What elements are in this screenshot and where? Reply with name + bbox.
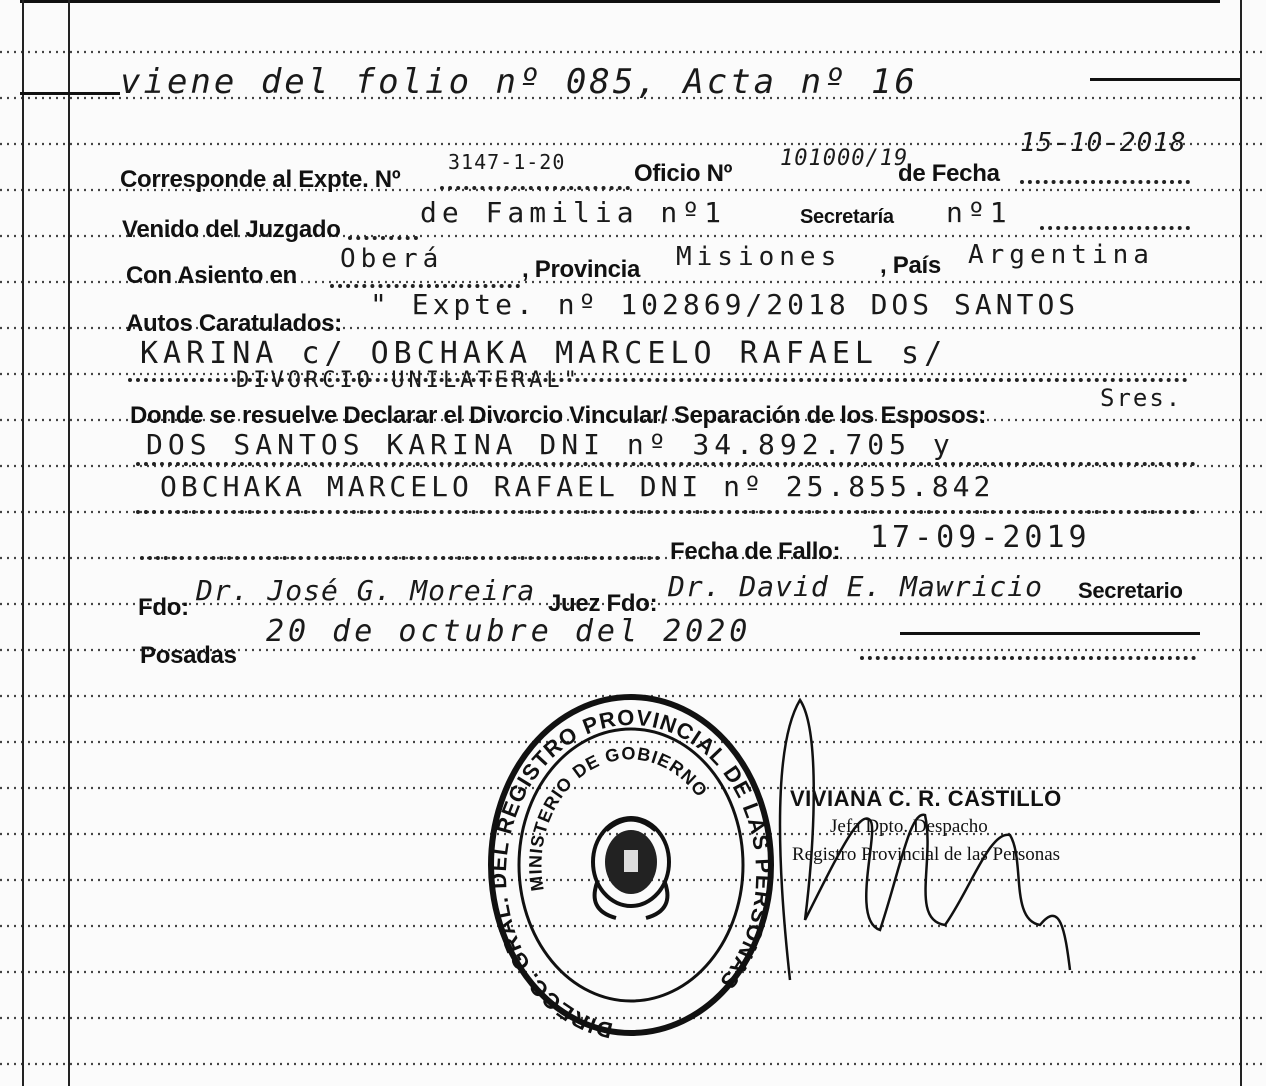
coat-of-arms-icon (593, 818, 669, 918)
asiento-label: Con Asiento en (126, 262, 297, 289)
signatory-role: Jefa Dpto. Despacho (830, 816, 988, 837)
stamp-inner-text: MINISTERIO DE GOBIERNO (525, 743, 712, 893)
juzgado-value: de Familia nº1 (420, 196, 727, 229)
header-underline-right (1090, 78, 1240, 81)
stamp-outer-text: DIRECC. GRAL. DEL REGISTRO PROVINCIAL DE LAS PERSONAS (486, 704, 776, 1040)
fdo-label: Fdo: (138, 594, 189, 621)
fecha-value: 15-10-2018 (1020, 128, 1187, 158)
autos-dotted-2 (128, 378, 1188, 382)
posadas-value: 20 de octubre del 2020 (266, 614, 752, 649)
juzgado-dotted (348, 236, 418, 240)
fdo-juez-value: Dr. José G. Moreira (196, 574, 536, 607)
signatory-organization: Registro Provincial de las Personas (792, 844, 1061, 865)
secretario-label: Secretario (1078, 578, 1183, 603)
oficio-value: 101000/19 (780, 146, 909, 171)
header-handwritten-note: viene del folio nº 085, Acta nº 16 (120, 62, 918, 102)
right-margin-line (1240, 0, 1242, 1086)
inner-margin-line (68, 0, 70, 1086)
fdo-secretario-value: Dr. David E. Mawricio (668, 570, 1044, 603)
fallo-dotted-left (140, 556, 660, 560)
juzgado-label: Venido del Juzgado (122, 216, 341, 243)
secretaria-value: nº1 (946, 196, 1012, 229)
secretaria-dotted (1040, 226, 1190, 230)
posadas-dotted (860, 656, 1196, 660)
expte-label: Corresponde al Expte. Nº (120, 166, 401, 193)
juez-label: Juez Fdo: (548, 590, 658, 617)
fallo-label: Fecha de Fallo: (670, 538, 841, 565)
fecha-dotted (1020, 180, 1190, 184)
provincia-label: , Provincia (522, 256, 641, 283)
expte-value: 3147-1-20 (448, 150, 566, 174)
esposos-dotted-1 (136, 462, 1196, 466)
autos-line-2: KARINA c/ OBCHAKA MARCELO RAFAEL s/ (140, 336, 948, 371)
expte-dotted (440, 186, 630, 190)
autos-line-3: DIVORCIO UNILATERAL" (236, 368, 581, 393)
header-underline-left (20, 92, 120, 95)
autos-label: Autos Caratulados: (126, 310, 342, 337)
esposos-dotted-2 (136, 510, 1196, 514)
esposos-line-1: DOS SANTOS KARINA DNI nº 34.892.705 y (146, 428, 955, 461)
signatory-name: VIVIANA C. R. CASTILLO (790, 786, 1062, 811)
provincia-value: Misiones (676, 242, 842, 272)
official-stamp (486, 690, 776, 1040)
autos-line-1: " Expte. nº 102869/2018 DOS SANTOS (370, 288, 1080, 321)
esposos-line-2: OBCHAKA MARCELO RAFAEL DNI nº 25.855.842 (160, 470, 995, 503)
fecha-label: de Fecha (898, 160, 1000, 187)
handwritten-signature (760, 690, 1120, 990)
page-top-border (20, 0, 1220, 3)
pais-value: Argentina (968, 240, 1154, 270)
posadas-strike-line (900, 632, 1200, 635)
secretaria-label: Secretaría (800, 206, 894, 228)
oficio-label: Oficio Nº (634, 160, 733, 187)
signature-block (780, 780, 1140, 990)
donde-value: Sres. (1100, 384, 1183, 412)
posadas-label: Posadas (140, 642, 237, 669)
donde-label: Donde se resuelve Declarar el Divorcio Vincular/ Separación de los Esposos: (130, 402, 987, 429)
left-margin-line (22, 0, 24, 1086)
fallo-value: 17-09-2019 (870, 520, 1091, 555)
pais-label: , País (880, 252, 941, 279)
asiento-value: Oberá (340, 244, 444, 274)
